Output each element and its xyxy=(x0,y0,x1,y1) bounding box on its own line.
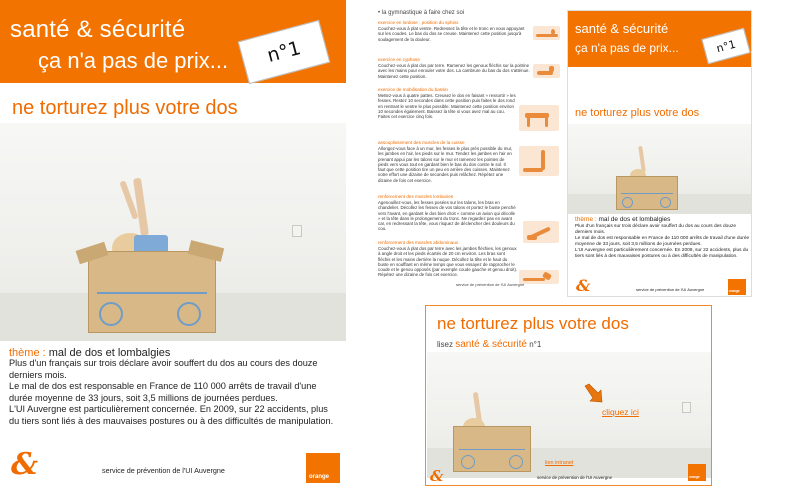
sub-prefix: lisez xyxy=(437,340,454,349)
leaflet-credit: service de prévention de l'UI Auvergne xyxy=(456,282,525,287)
exercise-block xyxy=(378,87,518,119)
poster-footer: service de prévention de l'UI Auvergne xyxy=(102,466,225,475)
exercise-block xyxy=(378,140,514,183)
exercise-text: Couchez-vous à plat dos par terre. Ramenez les genoux fléchis sur la poitrine avec les mains pour enrouler votre dos. La cambrure du bas du dos s'atténue. Maintenez cette position. xyxy=(378,63,530,79)
body-paragraph: L'UI Auvergne est particulièrement concernée. En 2009, sur 22 accidents, plus du tiers sont liés à des mauvaises postures ou à des difficultés de manipulation. xyxy=(9,404,334,426)
exercise-illustration xyxy=(519,270,559,284)
poster-title: santé & sécurité xyxy=(10,16,186,43)
wall-outlet xyxy=(682,402,691,413)
exercise-block xyxy=(378,194,518,232)
drawn-wheel xyxy=(509,455,523,469)
child-leg xyxy=(133,178,149,237)
issue-badge: n°1 xyxy=(238,20,331,84)
sub-suffix: n°1 xyxy=(529,340,542,349)
intranet-link[interactable]: lien intranet xyxy=(545,460,574,466)
poster-footer: service de prévention de l'UI Auvergne xyxy=(636,287,705,292)
drawn-wheel xyxy=(461,455,475,469)
orange-logo: orange xyxy=(728,279,746,295)
exercise-heading: renforcement des muscles abdominaux xyxy=(378,240,459,245)
ampersand-logo: & xyxy=(430,467,444,485)
exercise-heading: assouplissement des muscles de la cuisse xyxy=(378,140,465,145)
orange-logo: orange xyxy=(688,464,706,481)
exercise-heading: exercice en lordose : position du sphinx xyxy=(378,20,459,25)
poster-large xyxy=(0,0,346,490)
poster-subtitle: ça n'a pas de prix... xyxy=(38,48,229,73)
leaflet-title: • la gymnastique à faire chez soi xyxy=(378,10,465,16)
ampersand-logo: & xyxy=(576,276,591,295)
exercise-heading: exercice de mobilisation du bassin xyxy=(378,87,448,92)
exercise-illustration xyxy=(523,221,559,243)
poster-headline: ne torturez plus votre dos xyxy=(12,97,238,119)
exercise-text: Allongez-vous face à un mur, les fesses le plus près possible du mur, les jambes en l'air, les pieds sur le mur. Tendez les jambes en l'air en prenant appui par les talons sur le mur et ramenez les pointes de pieds vers vous tout en gardant bien le bas du dos contre le sol. Il faut que cette position tire un peu en arrière des cuisses. Maintenez votre effort une dizaine de secondes puis relâchez. Répétez une dizaine de fois cet exercice. xyxy=(378,146,513,183)
drawn-wheel xyxy=(99,302,123,326)
poster-small xyxy=(567,10,752,297)
theme-label: thème : xyxy=(575,216,597,223)
exercise-heading: exercice en cyphose xyxy=(378,57,420,62)
exercise-heading: renforcement des muscles lombaires xyxy=(378,194,454,199)
drawn-wheel xyxy=(660,197,671,208)
exercise-block xyxy=(378,20,530,42)
child-in-box-photo xyxy=(568,124,751,214)
exercise-text: Agenouillez-vous, les fesses posées sur les talons, les bras en chandelier. Décollez les fesses de vos talons et portez le buste penché vers l'avant, en gardant le dos bien droit « comme un avion qui décolle » et la tête dans le prolongement du tronc. Ne regardez pas en avant car, en redressant la tête, vous risquez de déclencher des douleurs du cou. xyxy=(378,200,516,232)
exercise-text: Couchez-vous à plat ventre. Redressez la tête et le tronc en vous appuyant sur les coudes. Le bas du dos se creuse. Maintenez cette position jusqu'à soulagement de la douleur. xyxy=(378,26,525,42)
body-paragraph: Le mal de dos est responsable en France de 110 000 arrêts de travail d'une durée moyenne de 33 jours, soit 3,5 millions de journées perdues. xyxy=(575,236,750,247)
poster-subtitle: ça n'a pas de prix... xyxy=(575,41,679,55)
ampersand-logo: & xyxy=(11,447,39,482)
banner-subline xyxy=(437,339,541,350)
poster-body xyxy=(575,224,750,260)
exercise-illustration xyxy=(519,105,559,131)
sub-title: santé & sécurité xyxy=(455,339,527,350)
poster-body xyxy=(9,358,339,427)
arrow-icon xyxy=(583,382,605,404)
theme-label: thème : xyxy=(9,347,46,359)
cardboard-box xyxy=(88,251,216,333)
issue-badge: n°1 xyxy=(701,28,750,65)
body-paragraph: L'UI Auvergne est particulièrement concernée. En 2009, sur 22 accidents, plus du tiers sont liés à des mauvaises postures ou à des difficultés de manipulation. xyxy=(575,248,749,259)
poster-headline: ne torturez plus votre dos xyxy=(575,107,700,119)
orange-logo: orange xyxy=(306,453,340,483)
intranet-banner xyxy=(425,305,712,486)
banner-footer: service de prévention de l'UI Auvergne xyxy=(537,475,613,480)
theme-text: mal de dos et lombalgies xyxy=(598,216,671,223)
exercise-illustration xyxy=(533,26,560,40)
drawn-wheel xyxy=(622,197,633,208)
exercise-block xyxy=(378,57,530,79)
click-here-link[interactable]: cliquez ici xyxy=(602,407,639,417)
child-in-box-photo xyxy=(0,123,346,341)
exercise-illustration xyxy=(533,64,560,78)
theme-text: mal de dos et lombalgies xyxy=(48,347,171,359)
wall-outlet xyxy=(292,225,302,237)
poster-title: santé & sécurité xyxy=(575,21,669,36)
exercise-illustration xyxy=(519,146,559,176)
drawn-wheel xyxy=(177,302,201,326)
theme-line xyxy=(575,216,670,223)
body-paragraph: Plus d'un français sur trois déclare avoir souffert du dos au cours des douze derniers mois. xyxy=(9,358,318,380)
exercise-leaflet xyxy=(373,8,563,290)
cardboard-box xyxy=(453,426,531,472)
cardboard-box xyxy=(616,176,678,210)
exercise-text: Mettez-vous à quatre pattes. Creusez le dos en faisant « ressortir » les fesses. Restez 10 secondes dans cette position puis faites le dos rond en rentrant le ventre le plus possible. Maintenez cette position environ 10 secondes également. Baissez la tête si vous avez mal au cou. Faites cet exercice cinq fois. xyxy=(378,93,516,120)
exercise-text: Couchez-vous à plat dos par terre avec les jambes fléchies, les genoux à angle droit et les pieds écartés de 20 cm environ. Les bras sont fléchis et les mains derrière la nuque. Décollez la tête et le haut du buste en soufflant en même temps que vous essayez de rapprocher le coude et le genou opposés (par exemple coude gauche et genou droit). Répétez une dizaine de fois cet exercice. xyxy=(378,246,518,278)
body-paragraph: Le mal de dos est responsable en France de 110 000 arrêts de travail d'une durée moyenne de 33 jours, soit 3,5 millions de journées perdues. xyxy=(9,381,317,403)
exercise-block xyxy=(378,240,518,278)
banner-headline: ne torturez plus votre dos xyxy=(437,314,629,333)
body-paragraph: Plus d'un français sur trois déclare avoir souffert du dos au cours des douze derniers mois. xyxy=(575,224,737,235)
